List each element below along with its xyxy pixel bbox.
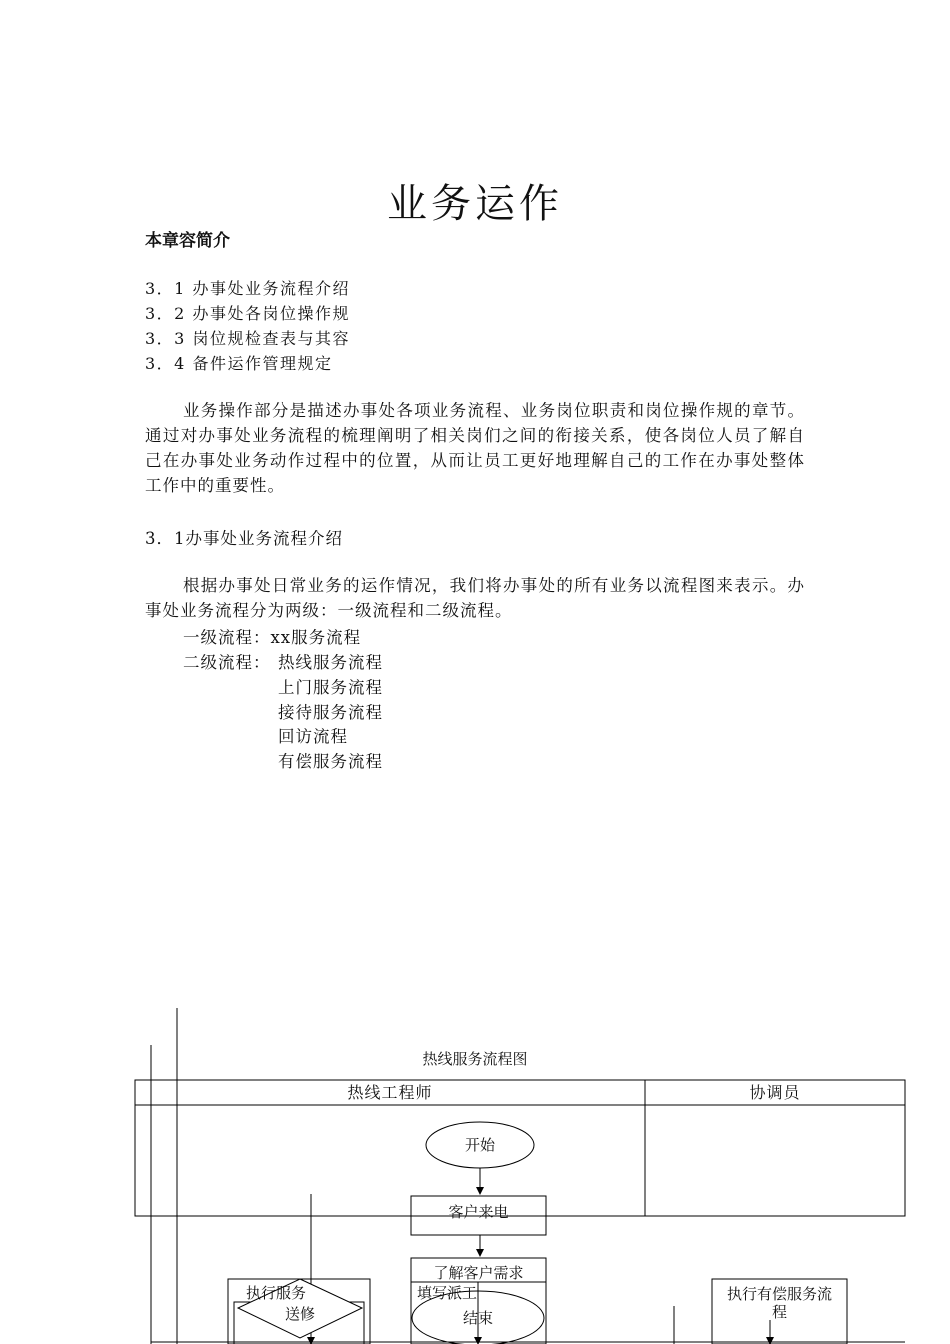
chapter-intro-heading: 本章容简介	[145, 231, 230, 251]
toc-item-4: 3．4 备件运作管理规定	[145, 354, 333, 373]
level2-item-5: 有偿服务流程	[278, 752, 383, 771]
paid-service-label: 执行有偿服务流程	[726, 1285, 832, 1321]
lane-hotline-engineer: 热线工程师	[347, 1083, 433, 1102]
toc-item-2: 3．2 办事处各岗位操作规	[145, 304, 350, 323]
level2-item-3: 接待服务流程	[278, 703, 383, 722]
level2-item-2: 上门服务流程	[278, 678, 383, 697]
toc-item-1: 3．1 办事处业务流程介绍	[145, 279, 350, 298]
intro-paragraph: 业务操作部分是描述办事处各项业务流程、业务岗位职责和岗位操作规的章节。通过对办事处业务流程的梳理阐明了相关岗们之间的衔接关系，使各岗位人员了解自己在办事处业务动作过程中的位置，从而让员工更好地理解自己的工作在办事处整体工作中的重要性。	[145, 401, 805, 495]
section-heading: 3．1办事处业务流程介绍	[145, 529, 343, 548]
send-repair-label: 送修	[284, 1305, 315, 1323]
level2-label: 二级流程：	[183, 653, 271, 672]
flowchart-title: 热线服务流程图	[422, 1050, 528, 1068]
level2-item-1: 热线服务流程	[278, 653, 383, 672]
lane-coordinator: 协调员	[749, 1083, 801, 1102]
hotline-flowchart	[0, 1000, 950, 1344]
level2-item-4: 回访流程	[278, 727, 348, 746]
document-title: 业务运作	[387, 181, 563, 227]
end-node-label: 结束	[462, 1309, 493, 1327]
start-node-label: 开始	[464, 1136, 495, 1154]
level1-line	[183, 624, 361, 648]
level1-label: 一级流程：	[183, 628, 271, 647]
fill-node-label: 填写派工	[417, 1284, 478, 1302]
process-paragraph: 根据办事处日常业务的运作情况，我们将办事处的所有业务以流程图来表示。办事处业务流程分为两级：一级流程和二级流程。	[145, 576, 805, 620]
level1-value: xx服务流程	[270, 628, 362, 647]
understand-node-label: 了解客户需求	[433, 1264, 524, 1282]
exec-service-label: 执行服务	[246, 1284, 307, 1302]
call-node-label: 客户来电	[448, 1203, 509, 1221]
toc-item-3: 3．3 岗位规检查表与其容	[145, 329, 350, 348]
